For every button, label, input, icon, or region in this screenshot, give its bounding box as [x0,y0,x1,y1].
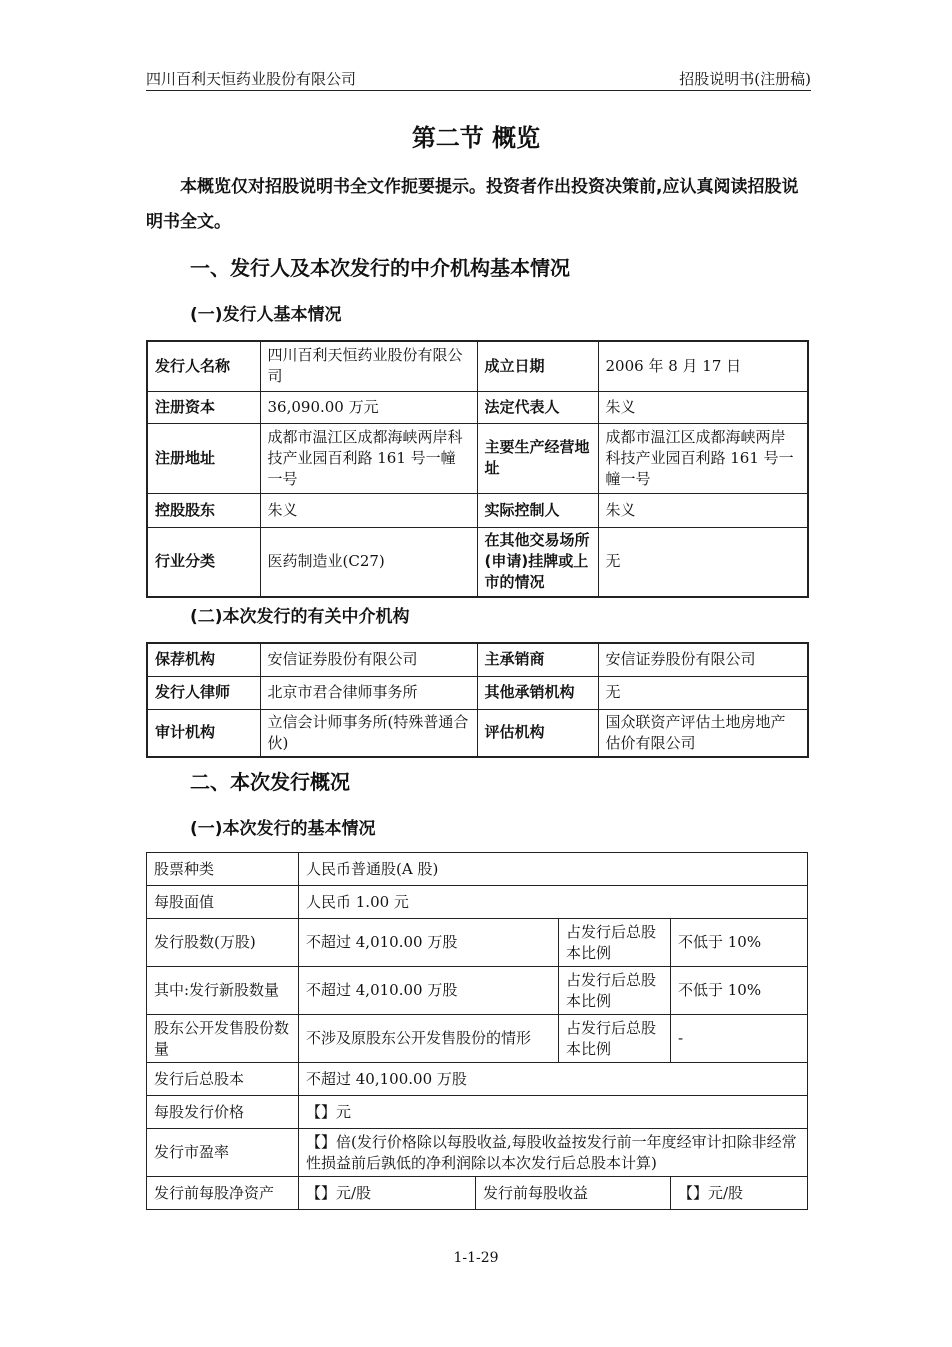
header-doc-title: 招股说明书(注册稿) [679,70,811,88]
table-key: 保荐机构 [147,643,260,676]
table-value: 无 [598,527,808,597]
table-key: 占发行后总股本比例 [559,967,671,1015]
table-key: 每股面值 [147,886,299,919]
header-company: 四川百利天恒药业股份有限公司 [146,70,357,88]
table-row [147,341,808,391]
table-row [147,967,808,1015]
heading-section2: 二、本次发行概况 [190,770,350,794]
table-key: 实际控制人 [477,493,598,527]
table-value: 北京市君合律师事务所 [260,676,477,709]
table-key: 注册资本 [147,391,260,423]
table-key: 在其他交易场所(申请)挂牌或上市的情况 [477,527,598,597]
table-row [147,527,808,597]
table-value: 成都市温江区成都海峡两岸科技产业园百利路 161 号一幢一号 [598,423,808,493]
table-value: 医药制造业(C27) [260,527,477,597]
table-value: 朱义 [598,493,808,527]
table-row [147,1129,808,1177]
table-value: 36,090.00 万元 [260,391,477,423]
table-key: 发行后总股本 [147,1063,299,1096]
page-header [146,64,811,91]
table-row [147,1015,808,1063]
section-title: 第二节 概览 [411,124,541,152]
table-value: 朱义 [260,493,477,527]
table-row [147,643,808,676]
table-key: 占发行后总股本比例 [559,919,671,967]
intermediaries-table [146,642,809,758]
offering-table [146,852,808,1210]
issuer-basic-table [146,340,809,598]
table-row [147,1096,808,1129]
table-value: - [671,1015,808,1063]
table-key: 法定代表人 [477,391,598,423]
table-value: 2006 年 8 月 17 日 [598,341,808,391]
table-value: 安信证券股份有限公司 [260,643,477,676]
table-key: 注册地址 [147,423,260,493]
table-value: 国众联资产评估土地房地产估价有限公司 [598,709,808,757]
table-key: 发行人名称 [147,341,260,391]
table-value: 【】元/股 [671,1177,808,1210]
table-row [147,493,808,527]
table-key: 其他承销机构 [477,676,598,709]
table-row [147,1063,808,1096]
table-value: 【】元/股 [299,1177,476,1210]
subheading-issuer: (一)发行人基本情况 [190,305,342,325]
table-key: 股东公开发售股份数量 [147,1015,299,1063]
table-value: 【】元 [299,1096,808,1129]
table-key: 控股股东 [147,493,260,527]
table-row [147,1177,808,1210]
table-row [147,423,808,493]
intro-paragraph: 本概览仅对招股说明书全文作扼要提示。投资者作出投资决策前,应认真阅读招股说明书全文。 [146,177,799,232]
table-value: 朱义 [598,391,808,423]
subheading-offering: (一)本次发行的基本情况 [190,819,376,839]
heading-section1: 一、发行人及本次发行的中介机构基本情况 [190,256,570,280]
table-key: 发行股数(万股) [147,919,299,967]
table-row [147,919,808,967]
table-value: 不低于 10% [671,919,808,967]
table-key: 行业分类 [147,527,260,597]
table-value: 无 [598,676,808,709]
table-value: 人民币 1.00 元 [299,886,808,919]
table-value: 不超过 4,010.00 万股 [299,967,559,1015]
table-key: 发行市盈率 [147,1129,299,1177]
table-row [147,391,808,423]
table-key: 发行人律师 [147,676,260,709]
table-value: 不低于 10% [671,967,808,1015]
table-key: 股票种类 [147,853,299,886]
table-value: 人民币普通股(A 股) [299,853,808,886]
table-value: 不涉及原股东公开发售股份的情形 [299,1015,559,1063]
table-key: 每股发行价格 [147,1096,299,1129]
table-key: 主要生产经营地址 [477,423,598,493]
table-key: 评估机构 [477,709,598,757]
table-key: 审计机构 [147,709,260,757]
table-value: 四川百利天恒药业股份有限公司 [260,341,477,391]
table-key: 占发行后总股本比例 [559,1015,671,1063]
table-row [147,709,808,757]
table-value: 立信会计师事务所(特殊普通合伙) [260,709,477,757]
table-row [147,886,808,919]
table-value: 【】倍(发行价格除以每股收益,每股收益按发行前一年度经审计扣除非经常性损益前后孰低的净利润除以本次发行后总股本计算) [299,1129,808,1177]
table-value: 成都市温江区成都海峡两岸科技产业园百利路 161 号一幢一号 [260,423,477,493]
subheading-intermediaries: (二)本次发行的有关中介机构 [190,607,410,627]
table-value: 安信证券股份有限公司 [598,643,808,676]
table-row [147,853,808,886]
table-key: 成立日期 [477,341,598,391]
table-value: 不超过 4,010.00 万股 [299,919,559,967]
table-row [147,676,808,709]
table-value: 不超过 40,100.00 万股 [299,1063,808,1096]
table-key: 其中:发行新股数量 [147,967,299,1015]
page-number: 1-1-29 [453,1250,499,1266]
table-key: 发行前每股净资产 [147,1177,299,1210]
table-key: 发行前每股收益 [476,1177,671,1210]
table-key: 主承销商 [477,643,598,676]
